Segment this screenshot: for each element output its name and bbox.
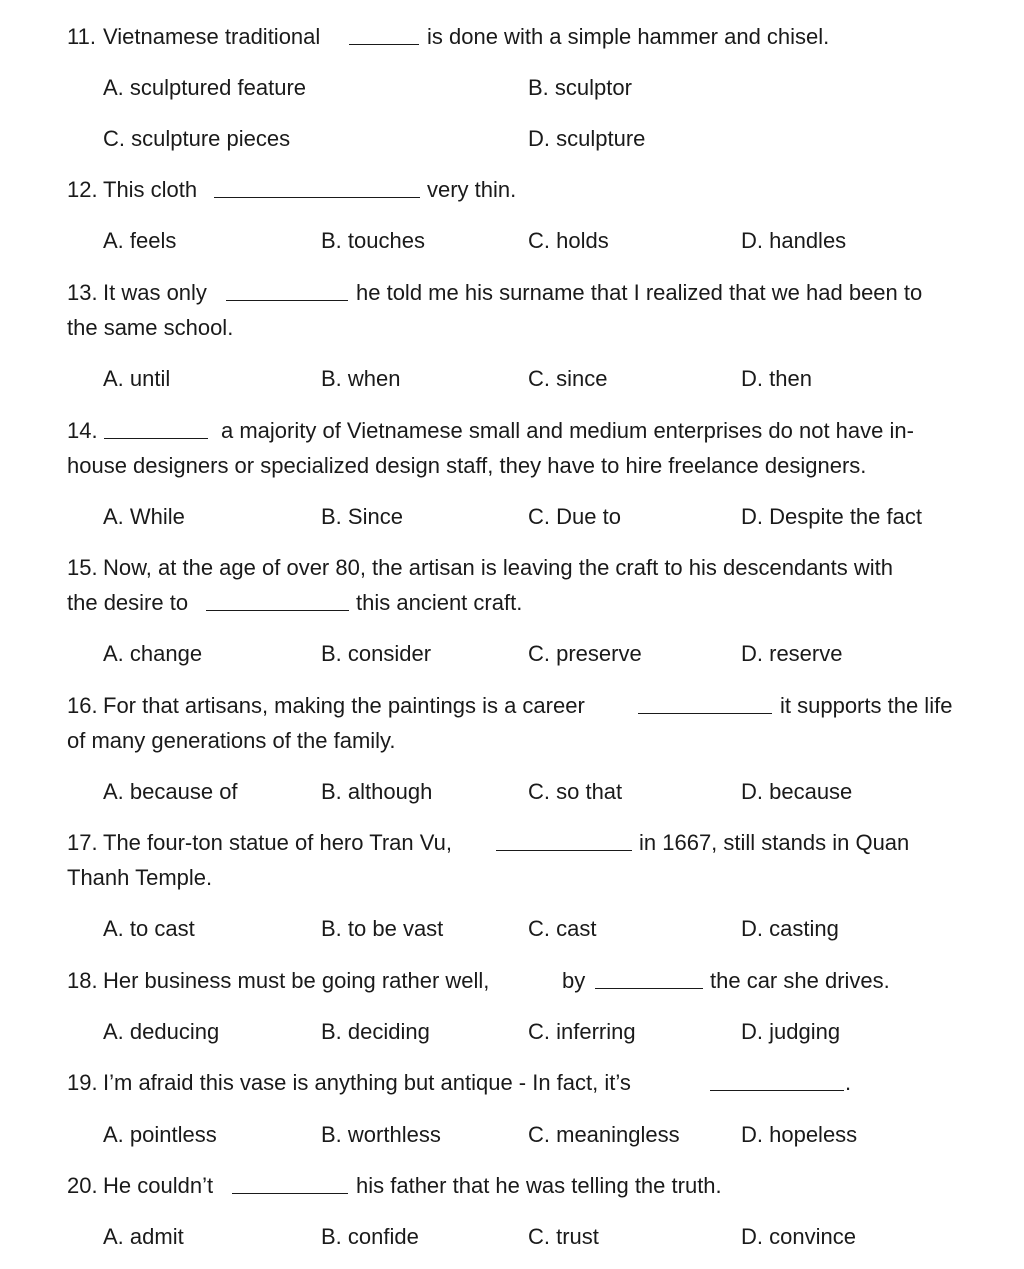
option-c[interactable]: C. trust xyxy=(528,1224,599,1249)
question-text: the same school. xyxy=(67,315,234,340)
option-d[interactable]: D. sculpture xyxy=(528,126,646,151)
option-b[interactable]: B. worthless xyxy=(321,1122,441,1147)
option-b[interactable]: B. when xyxy=(321,366,401,391)
question-text: It was only xyxy=(103,280,207,305)
question-13-cont xyxy=(0,313,1024,343)
question-text: Vietnamese traditional xyxy=(103,24,321,49)
question-text: He couldn’t xyxy=(103,1173,214,1198)
question-number: 16. xyxy=(67,693,98,718)
question-text: of many generations of the family. xyxy=(67,728,396,753)
option-c[interactable]: C. holds xyxy=(528,228,609,253)
option-a[interactable]: A. sculptured feature xyxy=(103,75,307,100)
option-a[interactable]: A. because of xyxy=(103,779,238,804)
option-c[interactable]: C. preserve xyxy=(528,641,642,666)
question-text: The four-ton statue of hero Tran Vu, xyxy=(103,830,452,855)
answer-blank[interactable] xyxy=(496,850,632,852)
question-12 xyxy=(0,175,1024,205)
question-17 xyxy=(0,828,1024,858)
question-14 xyxy=(0,416,1024,446)
question-text: a majority of Vietnamese small and medium enterprises do not have in- xyxy=(221,418,914,443)
question-number: 15. xyxy=(67,555,98,580)
answer-blank[interactable] xyxy=(638,713,772,715)
question-text: This cloth xyxy=(103,177,198,202)
question-text: Thanh Temple. xyxy=(67,865,213,890)
question-text: . xyxy=(845,1070,852,1095)
option-b[interactable]: B. consider xyxy=(321,641,432,666)
option-d[interactable]: D. handles xyxy=(741,228,847,253)
question-text: in 1667, still stands in Quan xyxy=(639,830,910,855)
option-a[interactable]: A. feels xyxy=(103,228,177,253)
option-b[interactable]: B. confide xyxy=(321,1224,419,1249)
question-text: the desire to xyxy=(67,590,189,615)
answer-blank[interactable] xyxy=(710,1090,844,1092)
answer-blank[interactable] xyxy=(104,438,208,440)
question-text: Her business must be going rather well, xyxy=(103,968,490,993)
options-row xyxy=(0,364,1024,394)
question-text: is done with a simple hammer and chisel. xyxy=(427,24,830,49)
option-c[interactable]: C. cast xyxy=(528,916,597,941)
question-11 xyxy=(0,22,1024,52)
options-row xyxy=(0,1017,1024,1047)
question-14-cont xyxy=(0,451,1024,481)
option-d[interactable]: D. because xyxy=(741,779,853,804)
question-18 xyxy=(0,966,1024,996)
option-a[interactable]: A. to cast xyxy=(103,916,195,941)
question-text: house designers or specialized design staff, they have to hire freelance designers. xyxy=(67,453,867,478)
option-d[interactable]: D. then xyxy=(741,366,812,391)
options-row xyxy=(0,73,1024,103)
question-number: 19. xyxy=(67,1070,98,1095)
option-a[interactable]: A. admit xyxy=(103,1224,184,1249)
question-15 xyxy=(0,553,1024,583)
options-row xyxy=(0,777,1024,807)
question-19 xyxy=(0,1068,1024,1098)
option-b[interactable]: B. although xyxy=(321,779,433,804)
options-row xyxy=(0,1120,1024,1150)
question-text: his father that he was telling the truth. xyxy=(356,1173,722,1198)
option-c[interactable]: C. sculpture pieces xyxy=(103,126,291,151)
answer-blank[interactable] xyxy=(226,300,348,302)
question-15-cont xyxy=(0,588,1024,618)
option-b[interactable]: B. deciding xyxy=(321,1019,430,1044)
option-c[interactable]: C. meaningless xyxy=(528,1122,680,1147)
answer-blank[interactable] xyxy=(349,44,419,46)
question-number: 11. xyxy=(67,24,96,49)
options-row xyxy=(0,914,1024,944)
option-a[interactable]: A. pointless xyxy=(103,1122,217,1147)
question-text: the car she drives. xyxy=(710,968,890,993)
option-b[interactable]: B. touches xyxy=(321,228,425,253)
question-16 xyxy=(0,691,1024,721)
option-c[interactable]: C. Due to xyxy=(528,504,621,529)
question-number: 20. xyxy=(67,1173,98,1198)
answer-blank[interactable] xyxy=(232,1193,348,1195)
option-d[interactable]: D. casting xyxy=(741,916,839,941)
option-a[interactable]: A. until xyxy=(103,366,171,391)
question-text: this ancient craft. xyxy=(356,590,523,615)
options-row xyxy=(0,502,1024,532)
option-d[interactable]: D. convince xyxy=(741,1224,856,1249)
option-d[interactable]: D. reserve xyxy=(741,641,843,666)
answer-blank[interactable] xyxy=(595,988,703,990)
question-17-cont xyxy=(0,863,1024,893)
option-a[interactable]: A. deducing xyxy=(103,1019,220,1044)
question-number: 18. xyxy=(67,968,98,993)
question-number: 17. xyxy=(67,830,98,855)
option-d[interactable]: D. judging xyxy=(741,1019,841,1044)
question-number: 14. xyxy=(67,418,98,443)
answer-blank[interactable] xyxy=(206,610,349,612)
option-d[interactable]: D. hopeless xyxy=(741,1122,858,1147)
question-text: it supports the life xyxy=(780,693,953,718)
option-d[interactable]: D. Despite the fact xyxy=(741,504,922,529)
option-c[interactable]: C. since xyxy=(528,366,608,391)
options-row xyxy=(0,226,1024,256)
question-20 xyxy=(0,1171,1024,1201)
answer-blank[interactable] xyxy=(214,197,420,199)
option-b[interactable]: B. sculptor xyxy=(528,75,632,100)
question-16-cont xyxy=(0,726,1024,756)
question-text: I’m afraid this vase is anything but antique - In fact, it’s xyxy=(103,1070,631,1095)
options-row xyxy=(0,1222,1024,1252)
option-a[interactable]: A. change xyxy=(103,641,203,666)
question-text: For that artisans, making the paintings is a career xyxy=(103,693,585,718)
options-row xyxy=(0,639,1024,669)
options-row xyxy=(0,124,1024,154)
option-a[interactable]: A. While xyxy=(103,504,185,529)
question-text: Now, at the age of over 80, the artisan is leaving the craft to his descendants with xyxy=(103,555,894,580)
question-text: very thin. xyxy=(427,177,517,202)
question-number: 13. xyxy=(67,280,98,305)
option-b[interactable]: B. to be vast xyxy=(321,916,444,941)
option-c[interactable]: C. so that xyxy=(528,779,623,804)
question-13 xyxy=(0,278,1024,308)
question-text: by xyxy=(562,968,586,993)
option-b[interactable]: B. Since xyxy=(321,504,403,529)
question-number: 12. xyxy=(67,177,98,202)
question-text: he told me his surname that I realized that we had been to xyxy=(356,280,923,305)
option-c[interactable]: C. inferring xyxy=(528,1019,636,1044)
